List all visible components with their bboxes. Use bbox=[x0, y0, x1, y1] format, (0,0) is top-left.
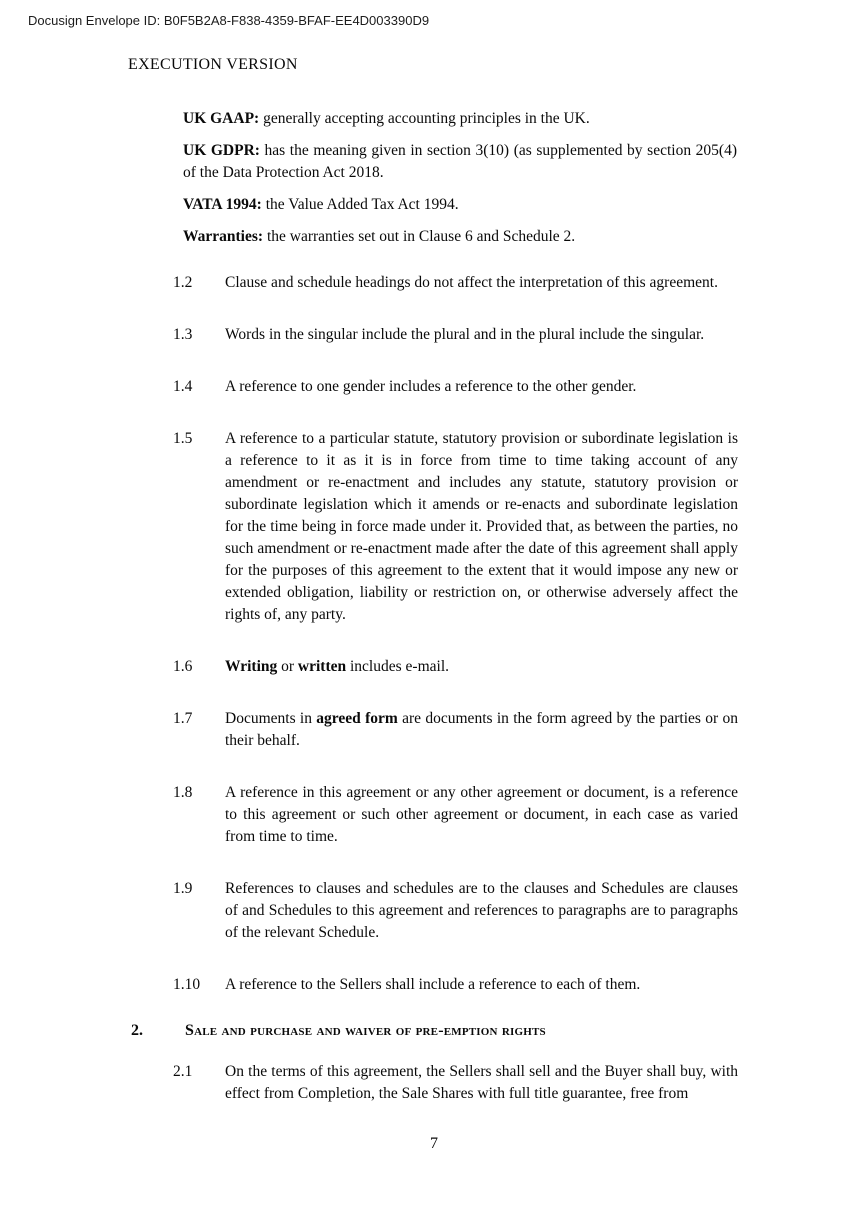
clause-number: 1.6 bbox=[173, 658, 193, 675]
clause-row bbox=[173, 782, 738, 848]
clause-row bbox=[173, 656, 738, 678]
clause-row bbox=[173, 878, 738, 944]
clause-text-segment: Clause and schedule headings do not affect the interpretation of this agreement. bbox=[225, 274, 718, 291]
clause-body bbox=[225, 974, 738, 996]
clause-body bbox=[225, 272, 738, 294]
clause-text-segment: are documents in the form agreed by the parties or on their behalf. bbox=[225, 710, 738, 749]
clause-row bbox=[173, 974, 738, 996]
clause-row bbox=[173, 324, 738, 346]
clause-text-segment: includes e-mail. bbox=[346, 658, 449, 675]
section-2-number: 2. bbox=[131, 1022, 143, 1039]
clause-body bbox=[225, 428, 738, 626]
clause-number: 1.2 bbox=[173, 274, 193, 291]
definition-item: VATA 1994: the Value Added Tax Act 1994. bbox=[183, 196, 459, 213]
clause-text-segment: written bbox=[297, 658, 347, 675]
clause-number: 2.1 bbox=[173, 1063, 193, 1080]
clause-text-segment: A reference in this agreement or any other agreement or document, is a reference to this agreement or such other agreement or document, in each case as varied from time to time. bbox=[225, 784, 738, 845]
clause-text-segment: Words in the singular include the plural and in the plural include the singular. bbox=[225, 326, 705, 343]
clause-text-segment: Documents in bbox=[225, 710, 317, 727]
clause-list-section-1 bbox=[173, 272, 738, 1026]
clause-number: 1.4 bbox=[173, 378, 193, 395]
clause-text-segment: On the terms of this agreement, the Sellers shall sell and the Buyer shall buy, with effect from Completion, the Sale Shares with full title guarantee, free from bbox=[225, 1063, 738, 1102]
clause-body bbox=[225, 708, 738, 752]
clause-text-segment: A reference to one gender includes a reference to the other gender. bbox=[225, 378, 637, 395]
definition-item: Warranties: the warranties set out in Clause 6 and Schedule 2. bbox=[183, 228, 576, 245]
definition-term: VATA 1994: bbox=[183, 196, 262, 213]
definition-term: UK GDPR: bbox=[183, 142, 260, 159]
clause-text-segment: A reference to the Sellers shall include a reference to each of them. bbox=[225, 976, 641, 993]
execution-version-label: EXECUTION VERSION bbox=[128, 56, 298, 73]
page-number: 7 bbox=[430, 1135, 438, 1152]
definition-term: Warranties: bbox=[183, 228, 264, 245]
definition-item: UK GDPR: has the meaning given in section 3(10) (as supplemented by section 205(4) of the Data Protection Act 2018. bbox=[183, 142, 737, 181]
clause-row bbox=[173, 376, 738, 398]
clause-body bbox=[225, 376, 738, 398]
clause-body bbox=[225, 324, 738, 346]
clause-number: 1.3 bbox=[173, 326, 193, 343]
clause-row bbox=[173, 708, 738, 752]
definition-term: UK GAAP: bbox=[183, 110, 260, 127]
clause-number: 1.7 bbox=[173, 710, 193, 727]
clause-number: 1.8 bbox=[173, 784, 193, 801]
clause-row bbox=[173, 428, 738, 626]
clause-row bbox=[173, 272, 738, 294]
clause-row bbox=[173, 1061, 738, 1105]
section-2-heading bbox=[131, 1020, 546, 1042]
clause-number: 1.5 bbox=[173, 430, 193, 447]
clause-text-segment: Writing bbox=[225, 658, 278, 675]
clause-body bbox=[225, 656, 738, 678]
clause-text-segment: References to clauses and schedules are to the clauses and Schedules are clauses of and Schedules to this agreement and references to paragraphs are to paragraphs of the relevant Schedule. bbox=[225, 880, 738, 941]
docusign-envelope-id: Docusign Envelope ID: B0F5B2A8-F838-4359-BFAF-EE4D003390D9 bbox=[28, 13, 430, 28]
clause-number: 1.10 bbox=[173, 976, 201, 993]
definitions-list bbox=[183, 108, 737, 258]
clause-body bbox=[225, 1061, 738, 1105]
clause-text-segment: A reference to a particular statute, statutory provision or subordinate legislation is a reference to it as it is in force from time to time taking account of any amendment or re-enactment and includes any statute, statutory provision or subordinate legislation which it amends or re-enacts and subordinate legislation for the time being in force made under it. Provided that, as between the parties, no such amendment or re-enactment made after the date of this agreement shall apply for the purposes of this agreement to the extent that it would impose any new or extended obligation, liability or restriction on, or otherwise adversely affect the rights of, any party. bbox=[225, 430, 738, 623]
clause-body bbox=[225, 878, 738, 944]
clause-text-segment: agreed form bbox=[316, 710, 398, 727]
definition-item: UK GAAP: generally accepting accounting principles in the UK. bbox=[183, 110, 590, 127]
clause-number: 1.9 bbox=[173, 880, 193, 897]
clause-body bbox=[225, 782, 738, 848]
section-2-title: Sale and purchase and waiver of pre-emption rights bbox=[185, 1022, 546, 1039]
clause-text-segment: or bbox=[277, 658, 298, 675]
clause-list-section-2 bbox=[173, 1061, 738, 1135]
